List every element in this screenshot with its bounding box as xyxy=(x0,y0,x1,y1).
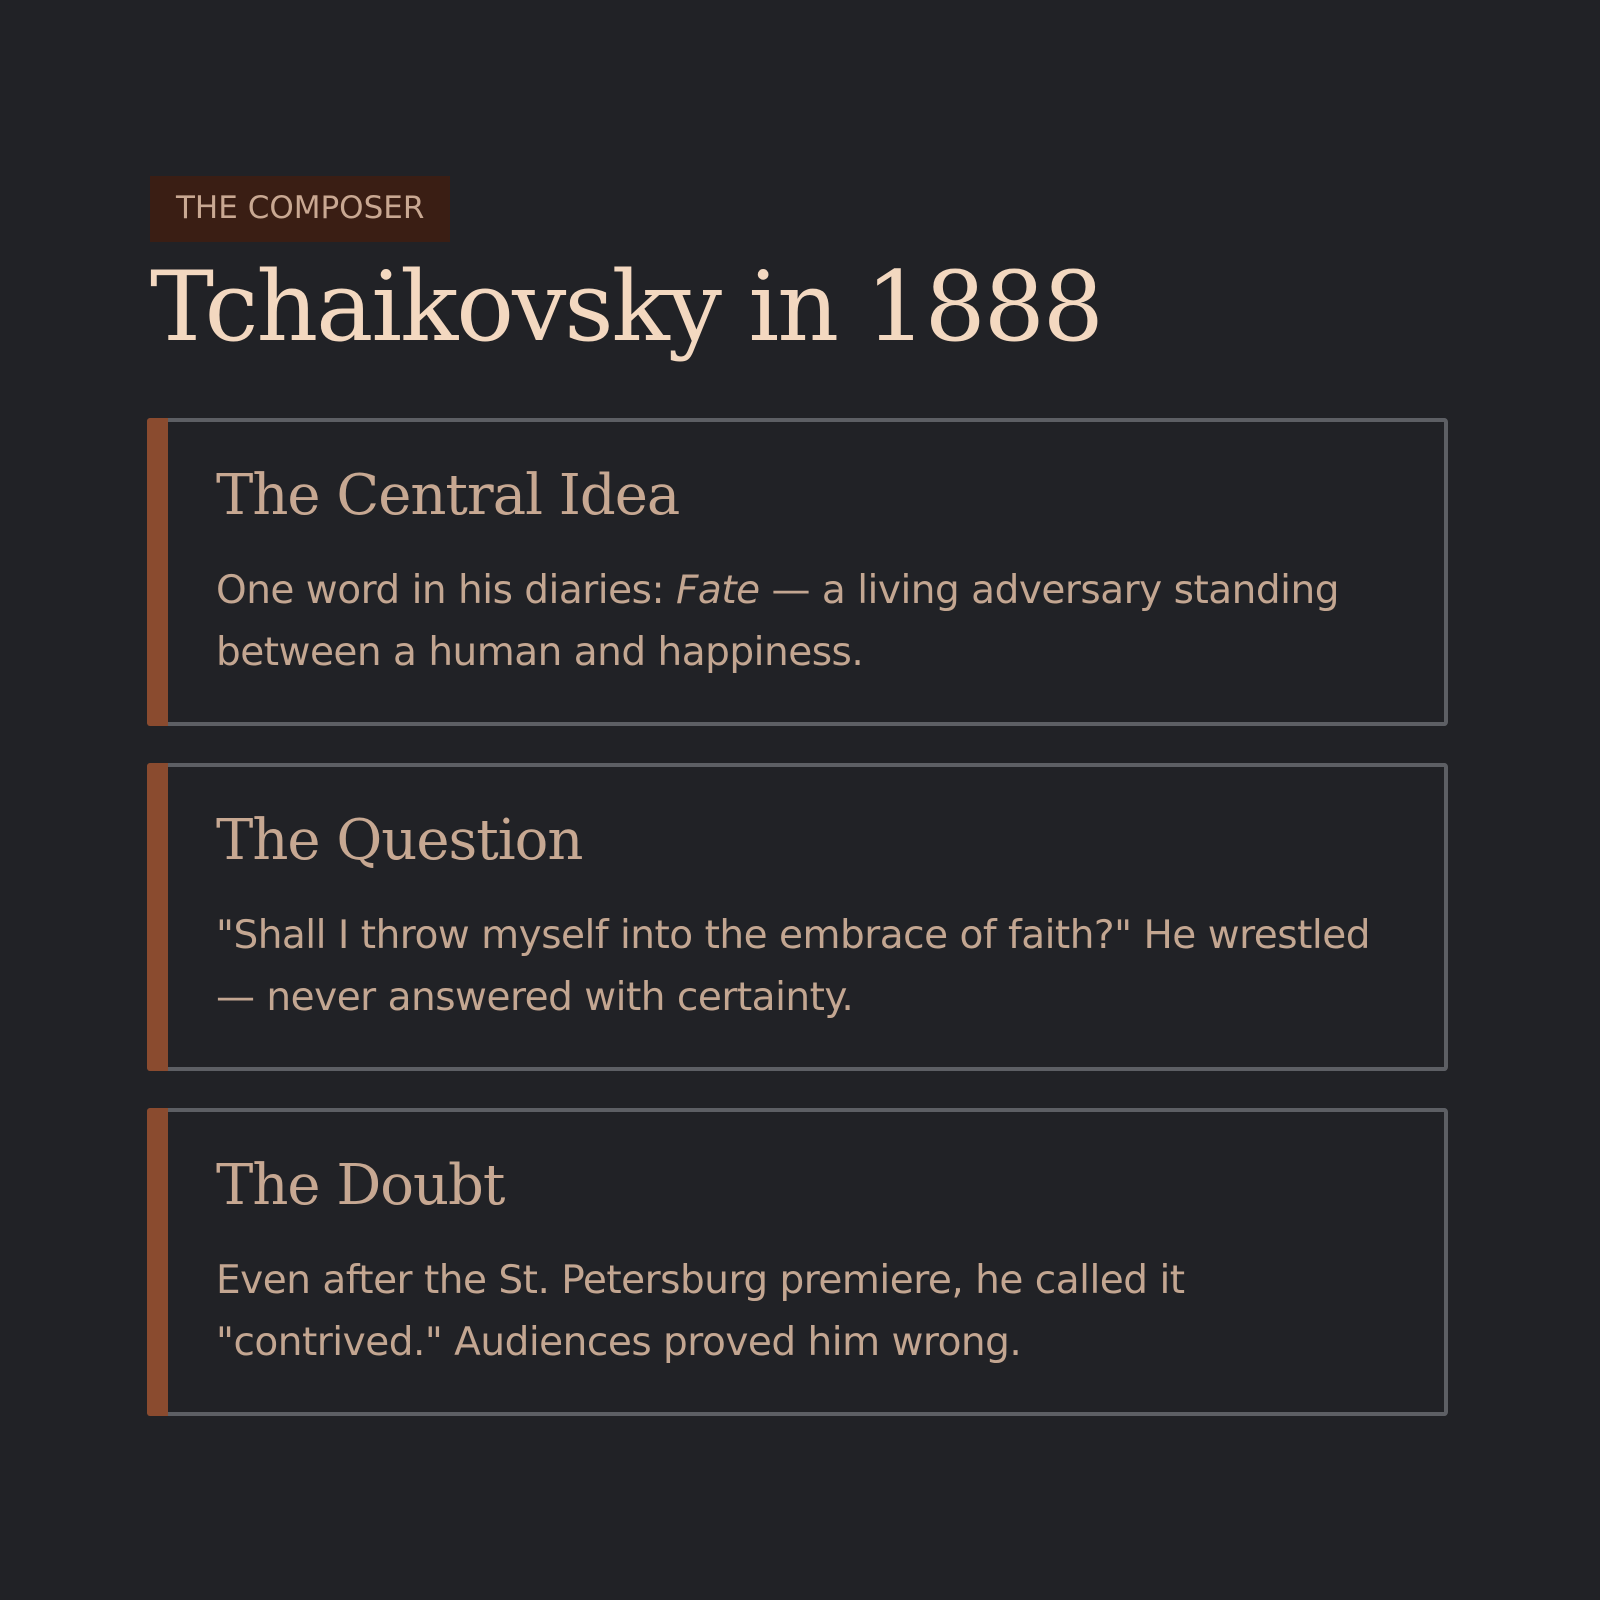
card-heading: The Doubt xyxy=(216,1152,505,1218)
page xyxy=(150,176,1450,1453)
card-question xyxy=(147,763,1448,1071)
card-heading: The Central Idea xyxy=(216,462,680,528)
card-accent-bar xyxy=(147,418,168,726)
card-central-idea xyxy=(147,418,1448,726)
card-list xyxy=(150,418,1450,1416)
card-body: "Shall I throw myself into the embrace of faith?" He wrestled — never answered with certainty. xyxy=(216,912,1370,1020)
card-body: Even after the St. Petersburg premiere, he called it "contrived." Audiences proved him wrong. xyxy=(216,1257,1185,1365)
card-doubt xyxy=(147,1108,1448,1416)
card-body-text: — a living adversary standing between a human and happiness. xyxy=(216,567,1339,675)
card-body-emphasis: Fate xyxy=(676,567,760,613)
page-title: Tchaikovsky in 1888 xyxy=(150,251,1102,363)
card-accent-bar xyxy=(147,763,168,1071)
card-body-text: One word in his diaries: xyxy=(216,567,676,613)
card-heading: The Question xyxy=(216,807,583,873)
card-body xyxy=(216,560,1396,684)
card-accent-bar xyxy=(147,1108,168,1416)
section-badge: THE COMPOSER xyxy=(150,176,450,242)
